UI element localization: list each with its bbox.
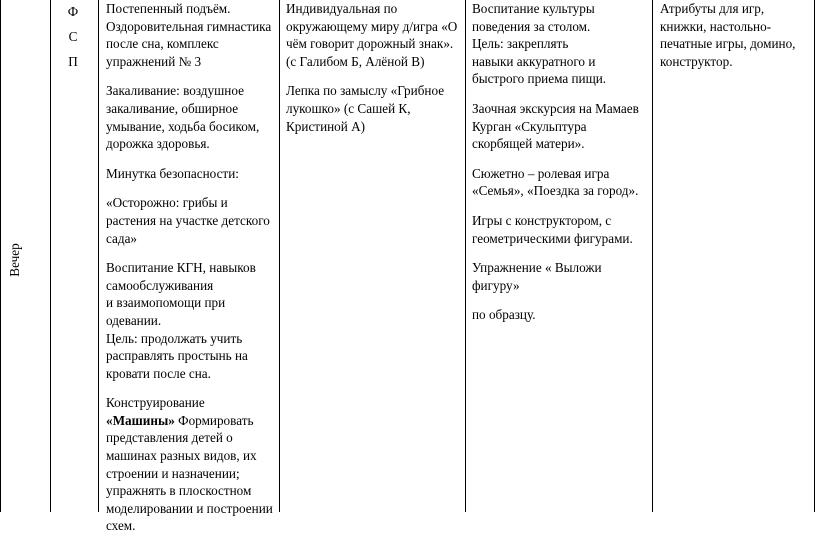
table-border — [279, 0, 280, 512]
table-border-right — [814, 0, 815, 512]
activity-gymnastics: Постепенный подъём. Оздоровительная гимнастика после сна, комплекс упражнений № 3 — [106, 1, 272, 69]
group-activities-cell — [106, 0, 276, 547]
individual-work-cell — [286, 0, 462, 147]
table-border — [50, 0, 51, 512]
area-letter: С — [68, 29, 78, 44]
joint-culture: Воспитание культуры поведения за столом. — [472, 1, 595, 34]
activity-safety-title: Минутка безопасности: — [106, 165, 239, 181]
environment-cell — [660, 0, 812, 82]
joint-activity-cell — [472, 0, 650, 336]
joint-exercise-cont: по образцу. — [472, 307, 536, 323]
activity-kgn-goal: Цель: продолжать учить расправлять простынь на кровати после сна. — [106, 330, 248, 381]
education-areas — [64, 2, 82, 77]
activity-safety-topic: «Осторожно: грибы и растения на участке детского сада» — [106, 195, 270, 246]
activity-construction-title: Конструирование — [106, 395, 205, 411]
joint-goal: Цель: закреплять — [472, 36, 569, 52]
activity-construction — [106, 412, 276, 535]
individual-modeling: Лепка по замыслу «Грибное лукошко» (с Сашей К, Кристиной А) — [286, 83, 445, 134]
activity-hardening: Закаливание: воздушное закаливание, обширное умывание, ходьба босиком, дорожка здоровья. — [106, 83, 260, 152]
joint-role-play: Сюжетно – ролевая игра «Семья», «Поездка за город». — [472, 165, 639, 199]
construction-topic: «Машины» — [106, 412, 175, 428]
activity-kgn-cont: и взаимопомощи при одевании. — [106, 295, 226, 328]
joint-exercise: Упражнение « Выложи фигуру» — [472, 260, 602, 293]
area-letter: Ф — [67, 4, 79, 19]
table-border — [98, 0, 99, 512]
activity-kgn: Воспитание КГН, навыков самообслуживания — [106, 260, 256, 293]
joint-excursion: Заочная экскурсия на Мамаев Курган «Скульптура скорбящей матери». — [472, 100, 639, 152]
individual-game: Индивидуальная по окружающему миру д/игра «О чём говорит дорожный знак». (с Галибом Б, Алёной В) — [286, 1, 458, 69]
environment-items: Атрибуты для игр, книжки, настольно- печатные игры, домино, конструктор. — [660, 1, 796, 69]
period-label: Вечер — [7, 243, 22, 277]
construction-goal: Формировать представления детей о машинах разных видов, их строении и назначении; упражнять в плоскостном моделировании и построении схем. — [106, 412, 273, 534]
joint-constructor: Игры с конструктором, с геометрическими фигурами. — [472, 212, 633, 246]
area-letter: П — [68, 54, 78, 69]
table-border — [465, 0, 466, 512]
table-border-left — [0, 0, 1, 512]
joint-goal-cont: навыки аккуратного и быстрого приема пищи. — [472, 53, 607, 87]
table-border — [652, 0, 653, 512]
